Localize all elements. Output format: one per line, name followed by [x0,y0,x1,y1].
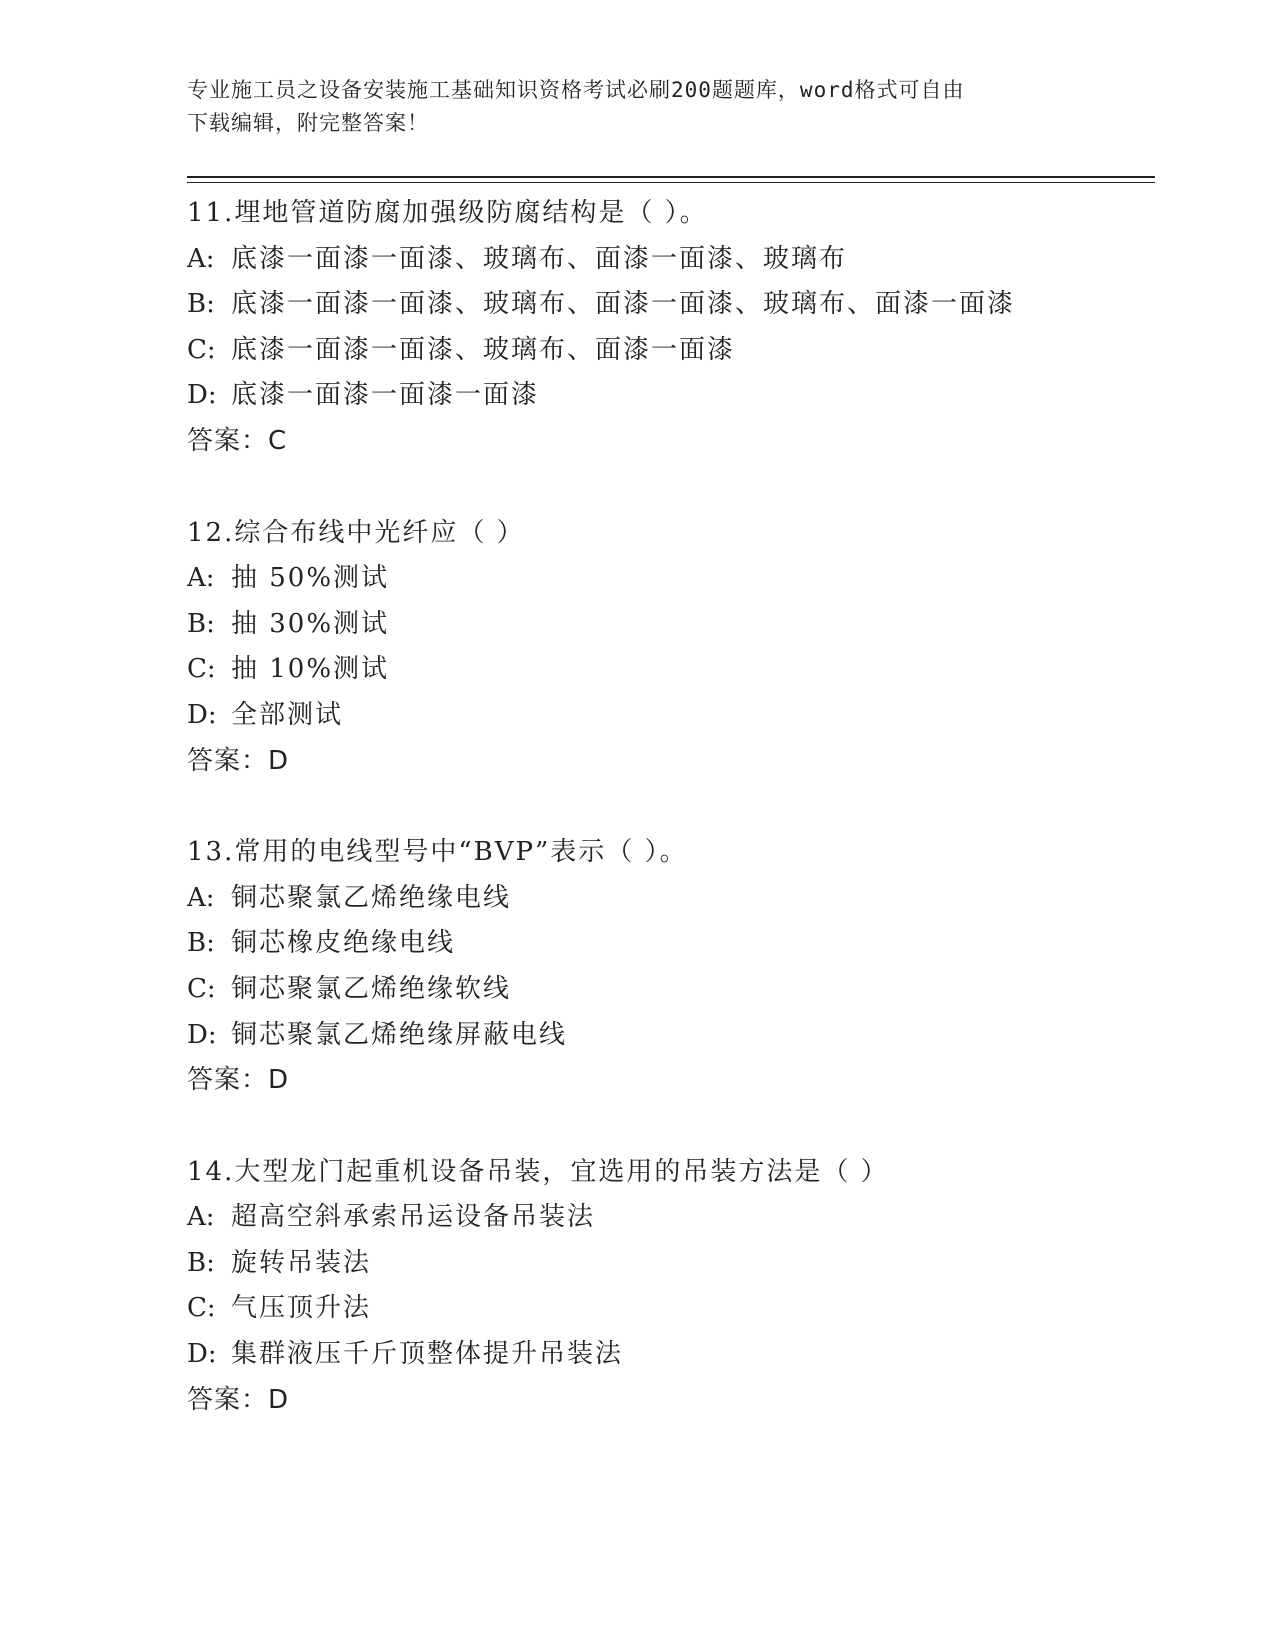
header-rule-thin [187,182,1155,183]
question-stem: 13.常用的电线型号中“BVP”表示（ ）。 [187,837,688,868]
option-text: 抽 50%测试 [231,563,390,594]
option-letter: A: [187,563,215,594]
option-letter: D: [187,1339,217,1370]
option-text: 底漆一面漆一面漆一面漆 [231,380,540,411]
answer-line: 答案：D [187,1384,290,1415]
option-letter: C: [187,973,216,1004]
option-c [187,328,1147,374]
option-letter: B: [187,1247,215,1278]
option-letter: D: [187,1019,217,1050]
option-text: 旋转吊装法 [231,1247,372,1278]
option-text: 集群液压千斤顶整体提升吊装法 [231,1339,624,1370]
option-d [187,373,1147,419]
option-text: 底漆一面漆一面漆、玻璃布、面漆一面漆 [231,334,736,365]
option-letter: B: [187,928,215,959]
option-text: 抽 10%测试 [231,654,390,685]
option-d [187,1013,1147,1059]
option-text: 铜芯聚氯乙烯绝缘电线 [231,882,512,913]
answer-line: 答案：D [187,1065,290,1096]
document-header [187,74,1067,140]
question-14 [187,1150,1147,1424]
question-11 [187,191,1147,465]
question-13 [187,830,1147,1104]
option-letter: C: [187,654,216,685]
question-list [187,191,1147,1423]
option-d [187,1332,1147,1378]
option-letter: D: [187,699,217,730]
option-a [187,237,1147,283]
option-c [187,1286,1147,1332]
header-line-1: 专业施工员之设备安装施工基础知识资格考试必刷200题题库，word格式可自由 [187,78,965,102]
option-letter: A: [187,243,215,274]
option-b [187,602,1147,648]
option-a [187,1195,1147,1241]
option-a [187,876,1147,922]
option-text: 铜芯聚氯乙烯绝缘软线 [231,973,512,1004]
option-b [187,282,1147,328]
option-text: 底漆一面漆一面漆、玻璃布、面漆一面漆、玻璃布 [231,243,848,274]
answer-line: 答案：D [187,745,290,776]
option-a [187,556,1147,602]
option-c [187,647,1147,693]
answer-line: 答案：C [187,425,288,456]
question-stem: 11.埋地管道防腐加强级防腐结构是（ ）。 [187,198,708,228]
option-text: 全部测试 [231,699,344,730]
option-b [187,921,1147,967]
question-stem: 12.综合布线中光纤应（ ） [187,517,525,548]
option-letter: C: [187,1293,216,1324]
option-text: 抽 30%测试 [231,608,390,639]
question-stem: 14.大型龙门起重机设备吊装，宜选用的吊装方法是（ ） [187,1156,889,1187]
header-line-2: 下载编辑，附完整答案！ [187,111,429,135]
option-letter: A: [187,1202,215,1233]
option-text: 超高空斜承索吊运设备吊装法 [231,1202,596,1233]
option-text: 铜芯橡皮绝缘电线 [231,928,456,959]
option-text: 气压顶升法 [231,1293,372,1324]
option-letter: C: [187,334,216,365]
option-letter: A: [187,882,215,913]
option-b [187,1241,1147,1287]
option-c [187,967,1147,1013]
option-letter: D: [187,380,217,411]
option-text: 铜芯聚氯乙烯绝缘屏蔽电线 [231,1019,568,1050]
question-12 [187,511,1147,785]
option-letter: B: [187,289,215,320]
option-letter: B: [187,608,215,639]
option-text: 底漆一面漆一面漆、玻璃布、面漆一面漆、玻璃布、面漆一面漆 [231,289,1016,320]
option-d [187,693,1147,739]
header-rule-thick [187,176,1155,178]
